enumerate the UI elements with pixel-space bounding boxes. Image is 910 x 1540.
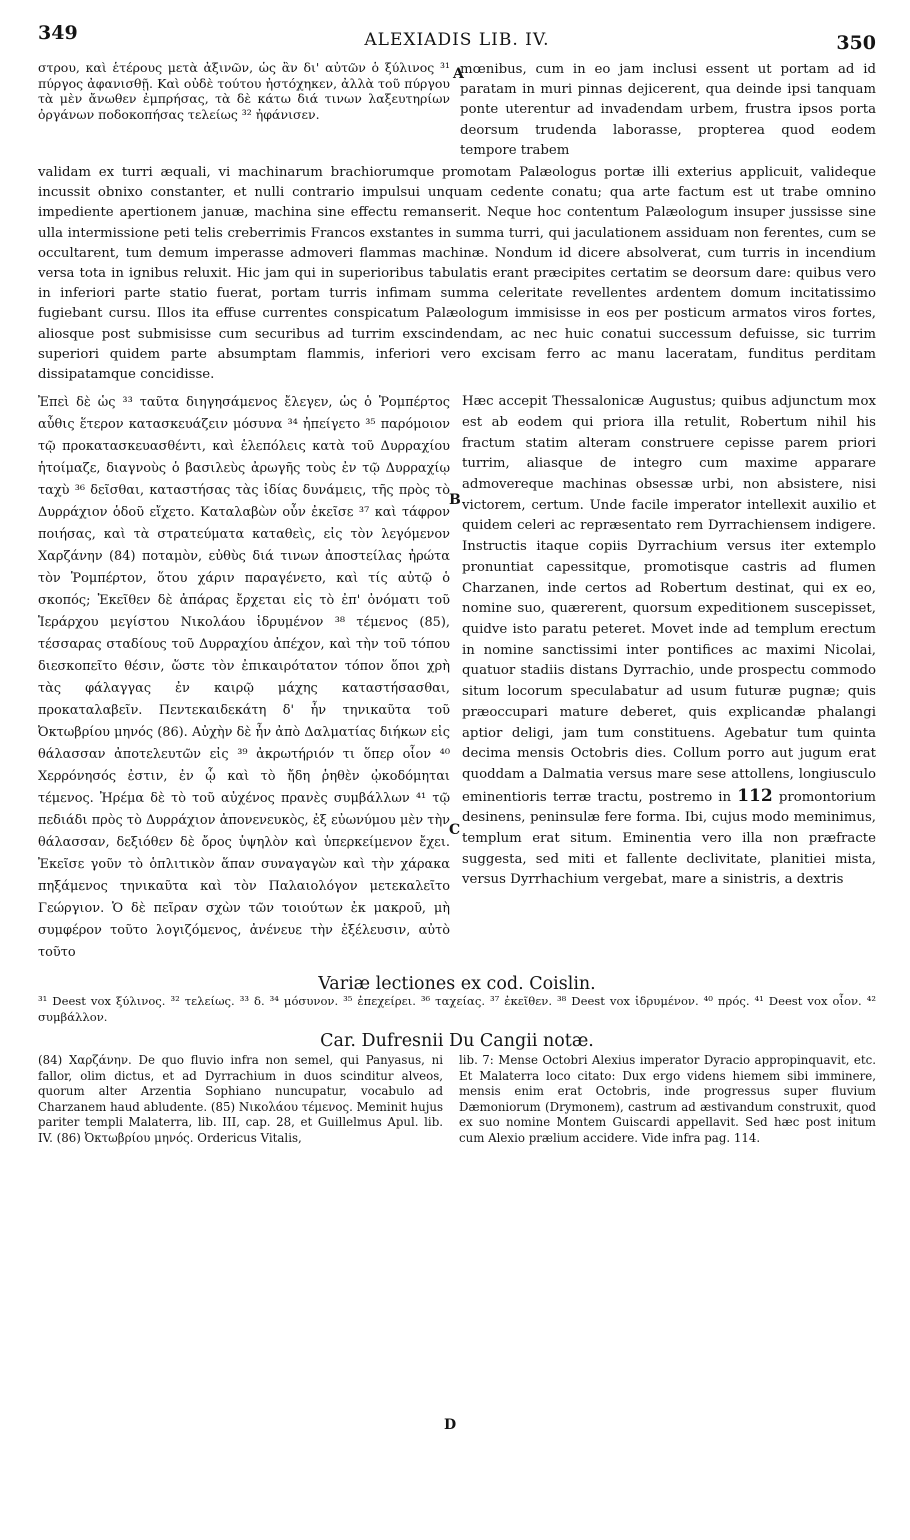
margin-page-number: 112 bbox=[737, 785, 773, 806]
latin-column-top: mœnibus, cum in eo jam inclusi essent ut portam ad id paratam in muri pinnas dejicerent, qua deinde ipsi tanquam ponte uterentur ad invadendam urbem, frustra ipsos porta deorsum trudenda laborasse, propterea quod eodem tempore trabem bbox=[460, 62, 876, 158]
main-columns bbox=[38, 392, 876, 964]
greek-column-top: στρου, καὶ ἑτέρους μετὰ ἀξινῶν, ὡς ἂν δι' αὐτῶν ὁ ξύλινος ³¹ πύργος ἀφανισθῇ. Καὶ οὐδὲ τούτου ἠστόχηκεν, ἀλλὰ τοῦ πύργου τὰ μὲν ἄνωθεν ἐμπρήσας, τὰ δὲ κάτω διά τινων λαξευτηρίων ὀργάνων ποδοκοπήσας τελείως ³² ἠφάνισεν. bbox=[38, 60, 450, 122]
page-number-left: 349 bbox=[38, 22, 78, 44]
running-title: ALEXIADIS LIB. IV. bbox=[364, 30, 550, 50]
latin-main-text-a: Hæc accepit Thessalonicæ Augustus; quibus adjunctum mox est ab eodem qui priora illa retulit, Robertum nihil his fractum statim alteram construere cepisse parem priori turrim, aliasque de integro cum maxime apparare admovereque machinas obsessæ urbi, non absistere, nisi victorem, certum. Unde facile imperator intellexit auxilio et quidem celeri ac repræsentato rem Dyrrachiensem indigere. Instructis itaque copiis Dyrrachium versus iter extemplo pronuntiat capessitque, promotisque castris ad flumen Charzanen, inde certos ad Robertum destinat, qui ex eo, nomine suo, quærerent, quorsum expeditionem suscepisset, quidve isto paratu peteret. Movet inde ad templum erectum in nomine sanctissimi inter pontifices ac maximi Nicolai, quatuor stadiis distans Dyrrachio, unde prospectu commodo situm locorum speculabatur ad usum futuræ pugnæ; quis præoccupari mature deberet, quis explicandæ phalangi aptior deligi, jam tum constituens. Agebatur tum quinta decima mensis Octobris dies. Collum porro aut jugum erat quoddam a Dalmatia versus mare sese attollens, longiusculo eminentioris terræ tractu, postremo in bbox=[462, 394, 876, 805]
section-marker-b: B bbox=[449, 492, 461, 508]
running-header bbox=[38, 22, 876, 56]
variae-lectiones-text: ³¹ Deest vox ξύλινος. ³² τελείως. ³³ δ. ³⁴ μόσυνον. ³⁵ ἐπεχείρει. ³⁶ ταχείας. ³⁷ ἐκεῖθεν. ³⁸ Deest vox ἱδρυμένον. ⁴⁰ πρός. ⁴¹ Deest vox οἷον. ⁴² συμβάλλον. bbox=[38, 994, 876, 1024]
variae-lectiones-heading: Variæ lectiones ex cod. Coislin. bbox=[318, 974, 596, 995]
notae-columns bbox=[38, 1053, 876, 1146]
section-marker-a: A bbox=[453, 66, 464, 82]
notae-heading: Car. Dufresnii Du Cangii notæ. bbox=[320, 1031, 594, 1052]
latin-main-text-b: promontorium desinens, peninsulæ fere forma. Ibi, cujus modo meminimus, templum erat situm. Eminentia vero illa non præfracte suggesta, sed miti et fallente declivitate, planitiei mista, versus Dyrrhachium vergebat, mare a sinistris, a dextris bbox=[462, 789, 877, 888]
greek-column-main: Ἐπεὶ δὲ ὡς ³³ ταῦτα διηγησάμενος ἔλεγεν, ὡς ὁ Ῥομπέρτος αὖθις ἕτερον κατασκευάζειν μόσυνα ³⁴ ἠπείγετο ³⁵ παρόμοιον τῷ προκατασκευασθέντι, καὶ ἑλεπόλεις κατὰ τοῦ Δυρραχίου ἡτοίμαζε, διαγνοὺς ὁ βασιλεὺς ἀρωγῆς τοὺς ἐν τῷ Δυρραχίῳ ταχὺ ³⁶ δεῖσθαι, καταστήσας τὰς ἰδίας δυνάμεις, τῆς πρὸς τὸ Δυρράχιον ὁδοῦ εἴχετο. Καταλαβὼν οὖν ἐκεῖσε ³⁷ καὶ τάφρον ποιήσας, καὶ τὰ στρατεύματα καταθεὶς, εἰς τὸν λεγόμενον Χαρζάνην (84) ποταμὸν, εὐθὺς διά τινων ἀποστείλας ἠρώτα τὸν Ῥομπέρτον, ὅτου χάριν παραγένετο, καὶ τίς αὐτῷ ὁ σκοπός; Ἐκεῖθεν δὲ ἀπάρας ἔρχεται εἰς τὸ ἐπ' ὀνόματι τοῦ Ἱεράρχου μεγίστου Νικολάου ἱδρυμένον ³⁸ τέμενος (85), τέσσαρας σταδίους τοῦ Δυρραχίου ἀπέχον, καὶ τὴν τοῦ τόπου διεσκοπεῖτο θέσιν, ὥστε τὸν ἐπικαιρότατον τόπον ὅποι χρὴ τὰς φάλαγγας ἐν καιρῷ μάχης καταστήσασθαι, προκαταλαβεῖν. Πεντεκαιδεκάτη δ' ἦν τηνικαῦτα τοῦ Ὀκτωβρίου μηνός (86). Αὐχὴν δὲ ἦν ἀπὸ Δαλματίας διήκων εἰς θάλασσαν ἀποτελευτῶν εἰς ³⁹ ἀκρωτήριόν τι ὅπερ οἷον ⁴⁰ Χερρόνησός ἐστιν, ἐν ᾧ καὶ τὸ ἤδη ῥηθὲν ᾠκοδόμηται τέμενος. Ἠρέμα δὲ τὸ τοῦ αὐχένος πρανὲς συμβάλλων ⁴¹ τῷ πεδιάδι πρὸς τὸ Δυρράχιον ἀπονενευκὸς, ἐξ εὐωνύμου μὲν τὴν θάλασσαν, δεξιόθεν δὲ ὄρος ὑψηλὸν καὶ ὑπερκείμενον ἔχει. Ἐκεῖσε γοῦν τὸ ὁπλιτικὸν ἅπαν συναγαγὼν καὶ τὴν χάρακα πηξάμενος τηνικαῦτα καὶ τὸν Παλαιολόγον μετεκαλεῖτο Γεώργιον. Ὁ δὲ πεῖραν σχὼν τῶν τοιούτων ἐκ μακροῦ, μὴ συμφέρον τοῦτο λογιζόμενος, ἀνένευε τὴν ἐξέλευσιν, αὐτὸ τοῦτο bbox=[38, 395, 450, 961]
latin-full-width-paragraph: validam ex turri æquali, vi machinarum brachiorumque promotam Palæologus portæ illi exterius applicuit, valideque incussit obnixo constanter, et nulli contrario impulsui unquam cedente conatu; qua arte factum est ut trabe omnino impediente apertionem januæ, machina sine effectu remanserit. Neque hoc contentum Palæologum insuper jussisse sine ulla intermissione peti telis creberrimis Francos exstantes in summa turri, qui jaculationem assiduam non ferentes, cum se occultarent, tum demum imperasse admoveri flammas machinæ. Nondum id dicere absolverat, cum turris in incendium versa tota in ignibus reluxit. Hic jam qui in superioribus tabulatis erant præcipites certatim se deorsum dare: quibus vero in inferiori parte statio fuerat, portam turris infimam summa celeritate revellentes ardentem domum incitatissimo fugiebant cursu. Illos ita effuse currentes conspicatum Palæologum immisisse in eos per posticum armatos viros fortes, aliosque post submisisse cum securibus ad turrim exscindendam, ac nec huic conatui successum defuisse, sic turrim superiori quidem parte absumptam flammis, inferiori vero excisam ferro ac manu laceratam, funditus perditam dissipatamque concidisse. bbox=[38, 165, 876, 383]
section-marker-c: C bbox=[449, 822, 461, 838]
section-marker-d: D bbox=[444, 1417, 457, 1433]
notae-right-column: lib. 7: Mense Octobri Alexius imperator Dyracio appropinquavit, etc. Et Malaterra loco citato: Dux ergo videns hiemem sibi imminere, mensis enim erat Octobris, inde progressus super fluvium Dæmoniorum (Drymonem), castrum ad æstivandum construxit, quod ex suo nomine Montem Guiscardi appellavit. Sed hæc post initum cum Alexio prælium accidere. Vide infra pag. 114. bbox=[459, 1053, 876, 1145]
page-number-right: 350 bbox=[836, 32, 876, 54]
latin-column-main bbox=[462, 392, 876, 964]
notae-left-column: (84) Χαρζάνην. De quo fluvio infra non semel, qui Panyasus, ni fallor, olim dictus, et ad Dyrrachium in duos scinditur alveos, quorum alter Arzentia Sophiano nuncupatur, vocabulo ad Charzanem haud abludente. (85) Νικολάου τέμενος. Meminit hujus pariter templi Malaterra, lib. III, cap. 28, et Guillelmus Apul. lib. IV. (86) Ὀκτωβρίου μηνός. Ordericus Vitalis, bbox=[38, 1053, 443, 1145]
